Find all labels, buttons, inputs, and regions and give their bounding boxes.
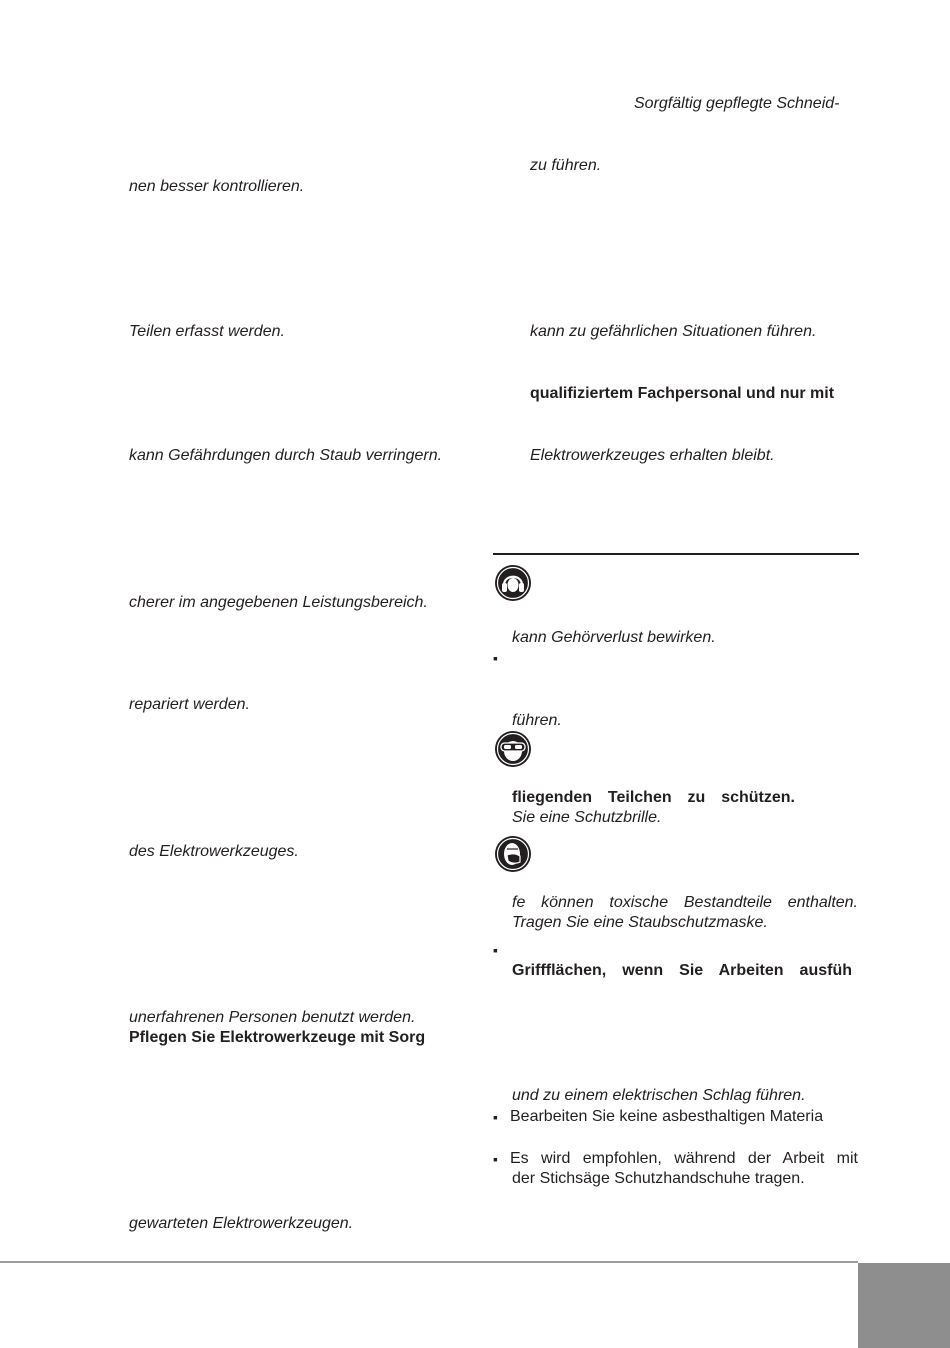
- right-line-10: fe können toxische Bestandteile enthalten.: [512, 894, 858, 911]
- footer-rule: [0, 1261, 858, 1263]
- left-line-7: unerfahrenen Personen benutzt werden.: [129, 1009, 416, 1026]
- right-line-11: Tragen Sie eine Staubschutzmaske.: [512, 914, 768, 931]
- right-line-16: der Stichsäge Schutzhandschuhe tragen.: [512, 1170, 805, 1187]
- right-line-6: kann Gehörverlust bewirken.: [512, 629, 716, 646]
- right-line-2: zu führen.: [530, 157, 602, 174]
- bullet-marker: ▪: [493, 942, 498, 958]
- left-line-6: des Elektrowerkzeuges.: [129, 843, 299, 860]
- page-tab: [858, 1263, 950, 1348]
- right-line-8: fliegenden Teilchen zu schützen.: [512, 789, 795, 806]
- right-line-13: und zu einem elektrischen Schlag führen.: [512, 1087, 806, 1104]
- left-line-3: kann Gefährdungen durch Staub verringern.: [129, 447, 443, 464]
- left-line-5: repariert werden.: [129, 696, 250, 713]
- ear-protection-icon: [494, 564, 532, 602]
- safety-goggles-icon: [494, 730, 532, 768]
- section-divider: [493, 553, 859, 555]
- right-line-1: Sorgfältig gepflegte Schneid-: [634, 95, 840, 112]
- right-line-9: Sie eine Schutzbrille.: [512, 809, 662, 826]
- right-line-5: Elektrowerkzeuges erhalten bleibt.: [530, 447, 775, 464]
- left-line-9: gewarteten Elektrowerkzeugen.: [129, 1215, 354, 1232]
- right-line-12: Griffflächen, wenn Sie Arbeiten ausfüh: [512, 962, 852, 979]
- bullet-marker: ▪: [493, 650, 498, 666]
- left-line-1: nen besser kontrollieren.: [129, 178, 305, 195]
- bullet-marker: ▪: [493, 1151, 498, 1167]
- left-line-2: Teilen erfasst werden.: [129, 323, 285, 340]
- left-line-4: cherer im angegebenen Leistungsbereich.: [129, 594, 428, 611]
- right-line-14: Bearbeiten Sie keine asbesthaltigen Materia: [510, 1108, 824, 1125]
- right-line-3: kann zu gefährlichen Situationen führen.: [530, 323, 817, 340]
- left-line-8: Pflegen Sie Elektrowerkzeuge mit Sorg: [129, 1029, 426, 1046]
- right-line-7: führen.: [512, 712, 562, 729]
- right-line-15: Es wird empfohlen, während der Arbeit mit: [510, 1150, 858, 1167]
- right-line-4: qualifiziertem Fachpersonal und nur mit: [530, 385, 835, 402]
- bullet-marker: ▪: [493, 1109, 498, 1125]
- dust-mask-icon: [494, 835, 532, 873]
